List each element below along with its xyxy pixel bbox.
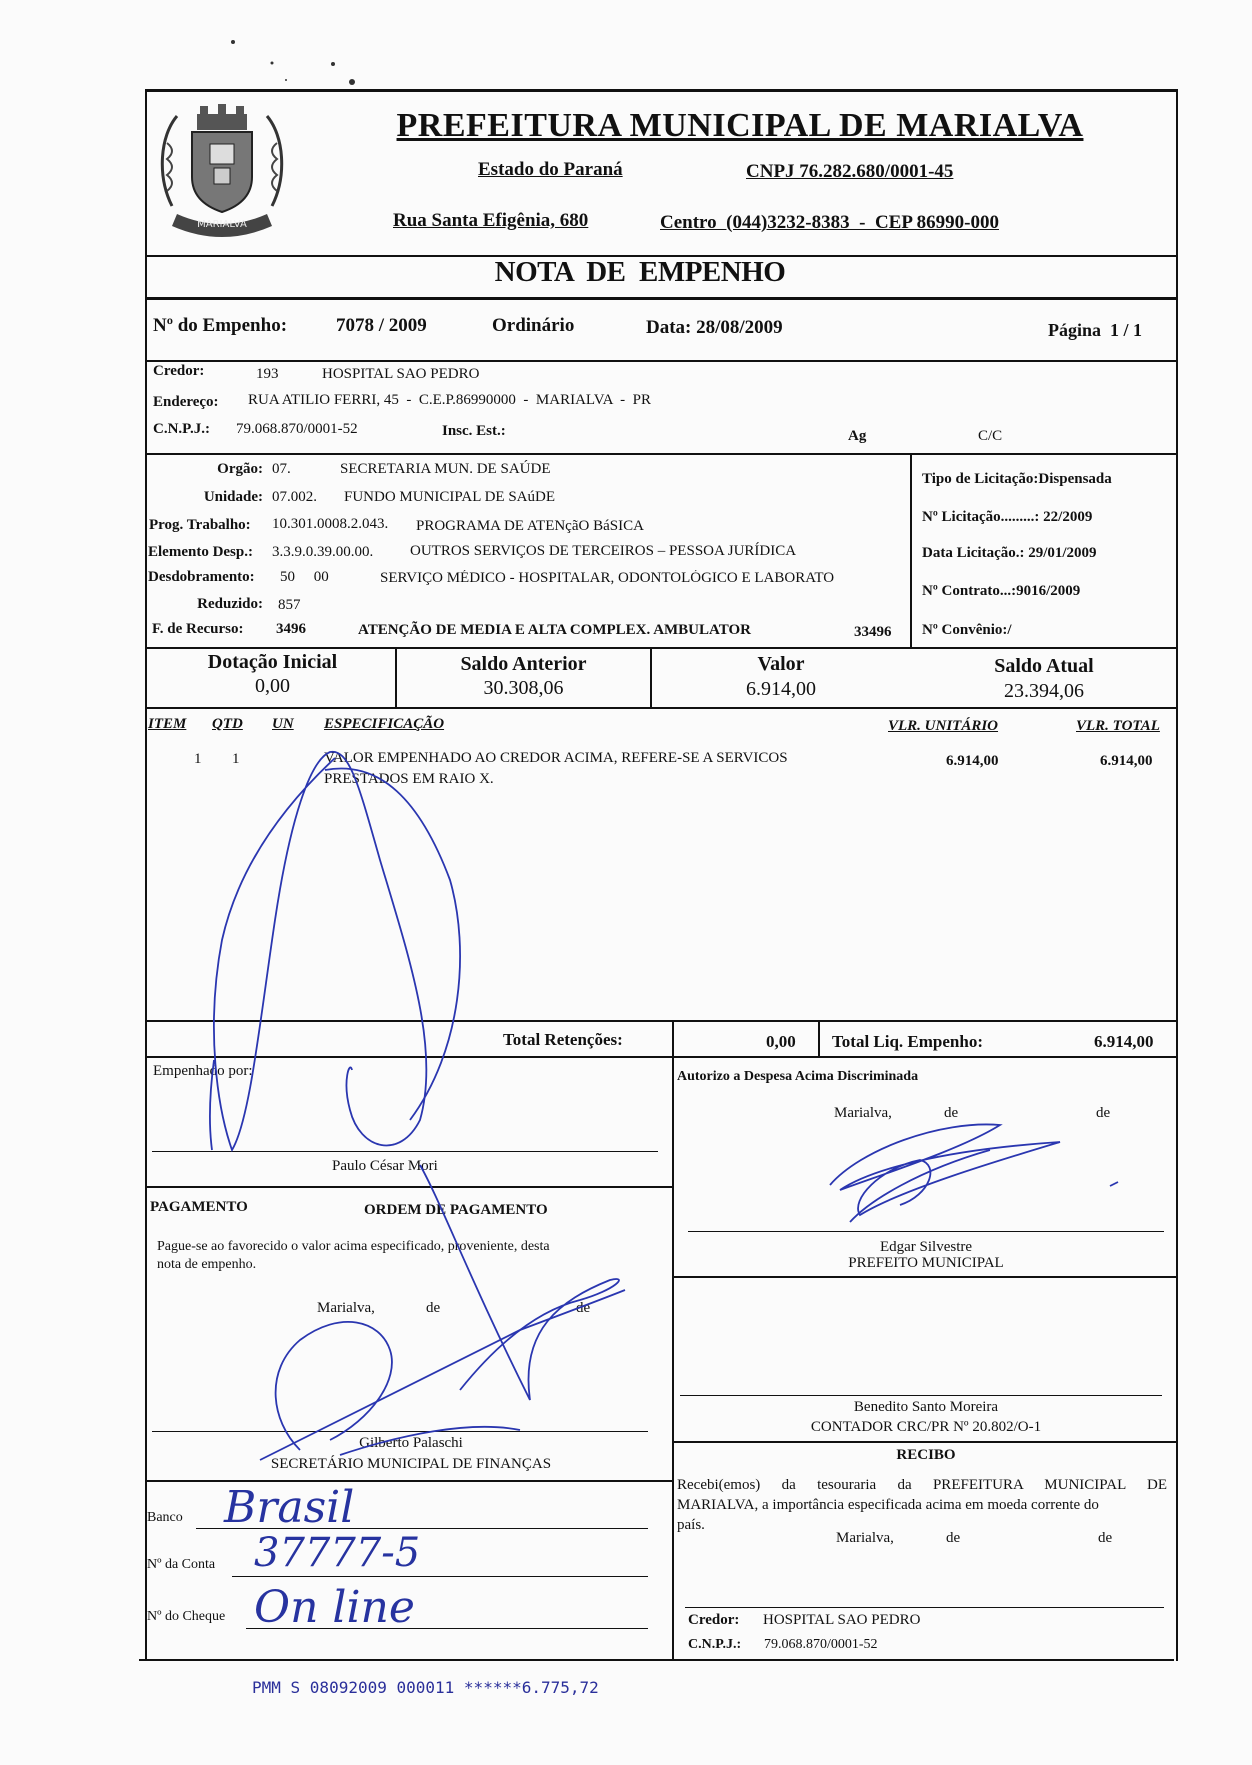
- receipt-text-1: Recebi(emos) da tesouraria da PREFEITURA MUNICIPAL DE: [677, 1477, 1167, 1493]
- empenho-type: Ordinário: [492, 315, 575, 336]
- receipt-cnpj: 79.068.870/0001-52: [764, 1637, 878, 1652]
- bank-label: Banco: [147, 1510, 183, 1525]
- account-handwritten: 37777-5: [254, 1530, 421, 1576]
- org-desc: SECRETARIA MUN. DE SAÚDE: [340, 461, 551, 477]
- coat-of-arms-icon: [152, 96, 292, 246]
- outer-border-left: [145, 89, 147, 1661]
- total-liquid-value: 6.914,00: [1094, 1032, 1154, 1051]
- account-field-line: [232, 1576, 648, 1577]
- bank-handwritten: Brasil: [224, 1482, 355, 1533]
- org-code: 07.: [272, 461, 291, 477]
- program-code: 10.301.0008.2.043.: [272, 516, 389, 532]
- bidding-date: Data Licitação.: 29/01/2009: [922, 545, 1097, 561]
- credor-cnpj-label: C.N.P.J.:: [153, 421, 210, 437]
- credor-code: 193: [256, 366, 279, 382]
- divider: [145, 453, 1178, 455]
- unit-code: 07.002.: [272, 489, 317, 505]
- autorizo-de-2: de: [1096, 1105, 1111, 1121]
- valor-value: 6.914,00: [746, 678, 816, 700]
- accountant-role: CONTADOR CRC/PR Nº 20.802/O-1: [810, 1419, 1042, 1435]
- municipality-title: PREFEITURA MUNICIPAL DE MARIALVA: [396, 107, 1084, 144]
- receipt-de-1: de: [946, 1530, 961, 1546]
- signature-empenhado: [210, 752, 460, 1150]
- agreement-number: Nº Convênio:/: [922, 622, 1012, 638]
- saldo-anterior-value: 30.308,06: [483, 677, 564, 699]
- credor-name: HOSPITAL SAO PEDRO: [322, 366, 480, 382]
- divider: [145, 1186, 673, 1188]
- saldo-atual-value: 23.394,06: [1004, 680, 1084, 702]
- receipt-text-3: país.: [677, 1517, 705, 1533]
- breakdown-code: 50 00: [280, 569, 329, 585]
- empenhado-por-name: Paulo César Mori: [332, 1158, 438, 1174]
- resource-extra: 33496: [854, 624, 892, 640]
- reduced-label: Reduzido:: [197, 596, 263, 612]
- col-total-value: VLR. TOTAL: [1076, 718, 1160, 734]
- item-total-value: 6.914,00: [1100, 753, 1153, 769]
- credor-label: Credor:: [153, 363, 205, 379]
- divider: [672, 1276, 1178, 1278]
- ordem-pagamento-label: ORDEM DE PAGAMENTO: [364, 1202, 548, 1218]
- item-number: 1: [194, 751, 202, 767]
- dotacao-label: Dotação Inicial: [207, 651, 338, 673]
- signature-mayor: [830, 1124, 1118, 1222]
- divider: [145, 1020, 1178, 1022]
- resource-code: 3496: [276, 621, 306, 637]
- coat-of-arms: [152, 96, 292, 246]
- empenho-label: Nº do Empenho:: [153, 315, 288, 336]
- program-label: Prog. Trabalho:: [149, 517, 251, 533]
- document-title: NOTA DE EMPENHO: [494, 256, 786, 288]
- empenho-date: Data: 28/08/2009: [646, 317, 783, 338]
- receipt-place: Marialva,: [836, 1530, 894, 1546]
- municipality-street: Rua Santa Efigênia, 680: [393, 210, 589, 231]
- divider: [145, 707, 1178, 709]
- receipt-text-2: MARIALVA, a importância especificada acima em moeda corrente do: [677, 1497, 1099, 1513]
- cheque-handwritten: On line: [254, 1582, 415, 1633]
- coat-text: MARIALVA: [197, 219, 247, 230]
- divider: [145, 1056, 1178, 1058]
- element-label: Elemento Desp.:: [148, 544, 253, 560]
- autorizo-de-1: de: [944, 1105, 959, 1121]
- outer-border-bottom: [139, 1659, 1174, 1661]
- credor-address-label: Endereço:: [153, 394, 219, 410]
- mayor-role: PREFEITO MUNICIPAL: [848, 1255, 1004, 1271]
- account-label: C/C: [978, 428, 1003, 444]
- accountant-name: Benedito Santo Moreira: [853, 1399, 999, 1415]
- credor-address: RUA ATILIO FERRI, 45 - C.E.P.86990000 - MARIALVA - PR: [248, 392, 651, 408]
- divider: [688, 1231, 1164, 1232]
- secretary-role: SECRETÁRIO MUNICIPAL DE FINANÇAS: [270, 1456, 552, 1472]
- insc-est-label: Insc. Est.:: [442, 423, 506, 439]
- receipt-credor: HOSPITAL SAO PEDRO: [763, 1612, 921, 1628]
- contract-number: Nº Contrato...:9016/2009: [922, 583, 1081, 599]
- pagamento-text-2: nota de empenho.: [157, 1257, 257, 1272]
- element-code: 3.3.9.0.39.00.00.: [272, 544, 374, 560]
- unit-label: Unidade:: [203, 489, 263, 505]
- receipt-title: RECIBO: [896, 1447, 956, 1463]
- pagamento-de-1: de: [426, 1300, 441, 1316]
- col-spec: ESPECIFICAÇÃO: [324, 716, 445, 732]
- agency-label: Ag: [848, 428, 867, 444]
- scan-specks: [231, 40, 355, 85]
- resource-desc: ATENÇÃO DE MEDIA E ALTA COMPLEX. AMBULATOR: [358, 622, 751, 638]
- divider: [685, 1607, 1164, 1608]
- total-liquid-label: Total Liq. Empenho:: [832, 1032, 983, 1051]
- item-spec-line1: VALOR EMPENHADO AO CREDOR ACIMA, REFERE-SE A SERVICOS: [324, 750, 788, 766]
- outer-border-top: [145, 89, 1178, 92]
- col-item: ITEM: [148, 716, 187, 732]
- divider: [672, 1020, 674, 1661]
- total-retentions-value: 0,00: [766, 1032, 796, 1051]
- cheque-number-label: Nº do Cheque: [147, 1609, 226, 1624]
- classification-block: [148, 458, 908, 648]
- divider: [152, 1431, 648, 1432]
- org-label: Orgão:: [217, 461, 263, 477]
- col-un: UN: [272, 716, 294, 732]
- valor-label: Valor: [757, 653, 805, 675]
- pagamento-de-2: de: [576, 1300, 591, 1316]
- state-name: Estado do Paraná: [478, 159, 623, 180]
- bidding-number: Nº Licitação.........: 22/2009: [922, 509, 1093, 525]
- item-spec-line2: PRESTADOS EM RAIO X.: [324, 771, 494, 787]
- item-qty: 1: [232, 751, 240, 767]
- divider: [680, 1395, 1162, 1396]
- receipt-cnpj-label: C.N.P.J.:: [688, 1637, 742, 1652]
- divider: [818, 1020, 820, 1056]
- receipt-de-2: de: [1098, 1530, 1113, 1546]
- secretary-name: Gilberto Palaschi: [359, 1435, 463, 1451]
- pagamento-text-1: Pague-se ao favorecido o valor acima especificado, proveniente, desta: [157, 1239, 550, 1254]
- autorizo-place: Marialva,: [834, 1105, 892, 1121]
- pagamento-label: PAGAMENTO: [150, 1199, 248, 1215]
- divider: [910, 453, 912, 649]
- col-qtd: QTD: [212, 716, 243, 732]
- dotacao-value: 0,00: [255, 675, 290, 697]
- breakdown-desc: SERVIÇO MÉDICO - HOSPITALAR, ODONTOLÓGICO E LABORATO: [380, 570, 835, 586]
- account-number-label: Nº da Conta: [147, 1557, 216, 1572]
- divider: [145, 360, 1178, 362]
- saldo-anterior-label: Saldo Anterior: [460, 653, 587, 675]
- credor-cnpj: 79.068.870/0001-52: [236, 421, 358, 437]
- empenho-number: 7078 / 2009: [336, 315, 427, 336]
- breakdown-label: Desdobramento:: [148, 569, 255, 585]
- pagamento-place: Marialva,: [317, 1300, 375, 1316]
- bidding-type: Tipo de Licitação:Dispensada: [922, 471, 1112, 487]
- autorizo-label: Autorizo a Despesa Acima Discriminada: [677, 1069, 919, 1084]
- divider: [152, 1151, 658, 1152]
- municipality-address: Centro (044)3232-8383 - CEP 86990-000: [660, 212, 999, 233]
- page-number: Página 1 / 1: [1048, 320, 1143, 340]
- mayor-name: Edgar Silvestre: [879, 1239, 973, 1255]
- program-desc: PROGRAMA DE ATENçãO BáSICA: [416, 518, 644, 534]
- col-unit-value: VLR. UNITÁRIO: [888, 718, 999, 734]
- divider: [672, 1441, 1178, 1443]
- payment-stamp: PMM S 08092009 000011 ******6.775,72: [252, 1678, 599, 1697]
- saldo-atual-label: Saldo Atual: [994, 655, 1094, 677]
- unit-desc: FUNDO MUNICIPAL DE SAúDE: [344, 489, 555, 505]
- total-retentions-label: Total Retenções:: [503, 1030, 623, 1049]
- item-unit-value: 6.914,00: [946, 753, 999, 769]
- reduced-code: 857: [278, 597, 301, 613]
- divider: [145, 297, 1178, 300]
- resource-label: F. de Recurso:: [152, 621, 244, 637]
- municipality-cnpj: CNPJ 76.282.680/0001-45: [746, 161, 954, 182]
- empenhado-por-label: Empenhado por:: [153, 1063, 253, 1079]
- receipt-credor-label: Credor:: [688, 1612, 740, 1628]
- element-desc: OUTROS SERVIÇOS DE TERCEIROS – PESSOA JURÍDICA: [410, 543, 797, 559]
